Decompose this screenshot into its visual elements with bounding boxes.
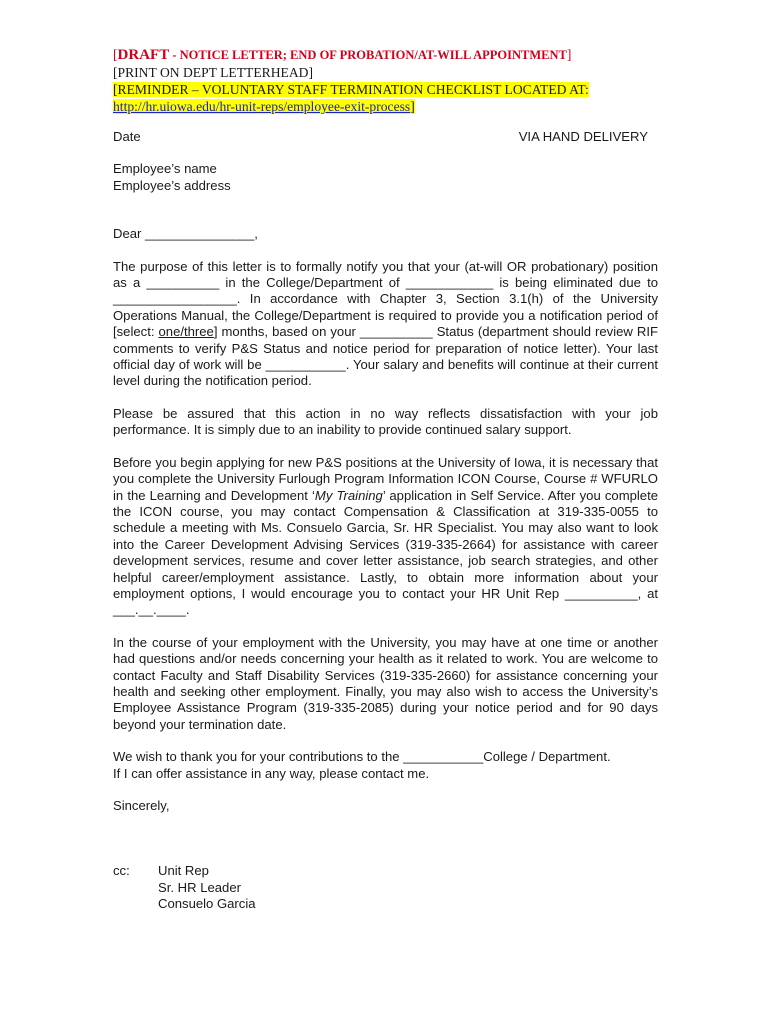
- cc-recipient: Consuelo Garcia: [158, 896, 256, 912]
- paragraph-next-steps-part1: Before you begin applying for new P&S positions at the University of Iowa, it is necessary that you complete the University Furlough Program Information ICON Course, Course # WFURLO in the Learning and Development ‘: [113, 454, 658, 503]
- paragraph-notification-part2: ] months, based on your __________ Status (department should review RIF comments to verify P&S Status and notice period for preparation of notice letter). Your last official day of work will be ___________. Your salary and benefits will continue at their current level during the notification period.: [113, 324, 658, 389]
- paragraph-next-steps-part2: ’ application in Self Service. After you complete the ICON course, you may contact Compensation & Classification at 319-335-0055 to schedule a meeting with Ms. Consuelo Garcia, Sr. HR Specialist. You may also want to look into the Career Development Advising Services (319-335-2664) for assistance with career development services, resume and cover letter assistance, job search strategies, and other helpful career/employment assistance. Lastly, to obtain more information about your employment options, I would encourage you to contact your HR Unit Rep __________, at ___.__.____.: [113, 487, 658, 618]
- delivery-method: VIA HAND DELIVERY: [518, 129, 648, 144]
- paragraph-assurance: Please be assured that this action in no way reflects dissatisfaction with your job performance. It is simply due to an inability to provide continued salary support.: [113, 405, 658, 438]
- exit-process-link[interactable]: http://hr.uiowa.edu/hr-unit-reps/employee-exit-process: [113, 99, 411, 114]
- paragraph-next-steps: [113, 455, 658, 619]
- cc-label: cc:: [113, 863, 130, 879]
- reminder-text: [REMINDER – VOLUNTARY STAFF TERMINATION CHECKLIST LOCATED AT:: [113, 82, 589, 97]
- draft-line: [113, 46, 658, 64]
- recipient-block: [113, 161, 658, 194]
- date-label: Date: [113, 129, 141, 144]
- cc-list: [158, 863, 256, 912]
- select-option: one/three: [158, 324, 214, 340]
- my-training-app-name: My Training: [314, 487, 383, 503]
- date-row: [113, 129, 658, 145]
- draft-title: - NOTICE LETTER; END OF PROBATION/AT-WILL APPOINTMENT: [169, 48, 567, 62]
- closing-offer: If I can offer assistance in any way, please contact me.: [113, 765, 430, 781]
- reminder-close-bracket: ]: [410, 99, 415, 114]
- employee-name: Employee’s name: [113, 161, 217, 177]
- cc-block: [113, 863, 658, 912]
- cc-recipient: Unit Rep: [158, 863, 209, 879]
- paragraph-health-resources: In the course of your employment with the University, you may have at one time or another had questions and/or needs concerning your health as it related to work. You are welcome to contact Faculty and Staff Disability Services (319-335-2660) for assistance concerning your health and seeking other employment. Finally, you may also wish to access the University’s Employee Assistance Program (319-335-2085) during your notice period and for 90 days beyond your termination date.: [113, 634, 658, 732]
- letter-header: [113, 46, 658, 115]
- reminder-block: [113, 81, 658, 115]
- cc-recipient: Sr. HR Leader: [158, 879, 241, 895]
- closing-block: [113, 749, 658, 782]
- draft-close-bracket: ]: [566, 47, 572, 62]
- closing-thanks: We wish to thank you for your contributions to the ___________College / Department.: [113, 749, 611, 765]
- salutation: Dear _______________,: [113, 226, 258, 242]
- signoff: Sincerely,: [113, 798, 170, 813]
- paragraph-notification-part1: The purpose of this letter is to formally notify you that your (at-will OR probationary) position as a __________ in the College/Department of ____________ is being eliminated due to _________________. In accordance with Chapter 3, Section 3.1(h) of the University Operations Manual, the College/Department is required to provide you a notification period of [select:: [113, 258, 658, 340]
- employee-address: Employee’s address: [113, 177, 231, 193]
- letter-page: [113, 46, 658, 913]
- draft-open-bracket: [: [113, 47, 118, 62]
- draft-word: DRAFT: [117, 47, 170, 63]
- paragraph-notification: [113, 259, 658, 390]
- print-instruction: [PRINT ON DEPT LETTERHEAD]: [113, 65, 313, 80]
